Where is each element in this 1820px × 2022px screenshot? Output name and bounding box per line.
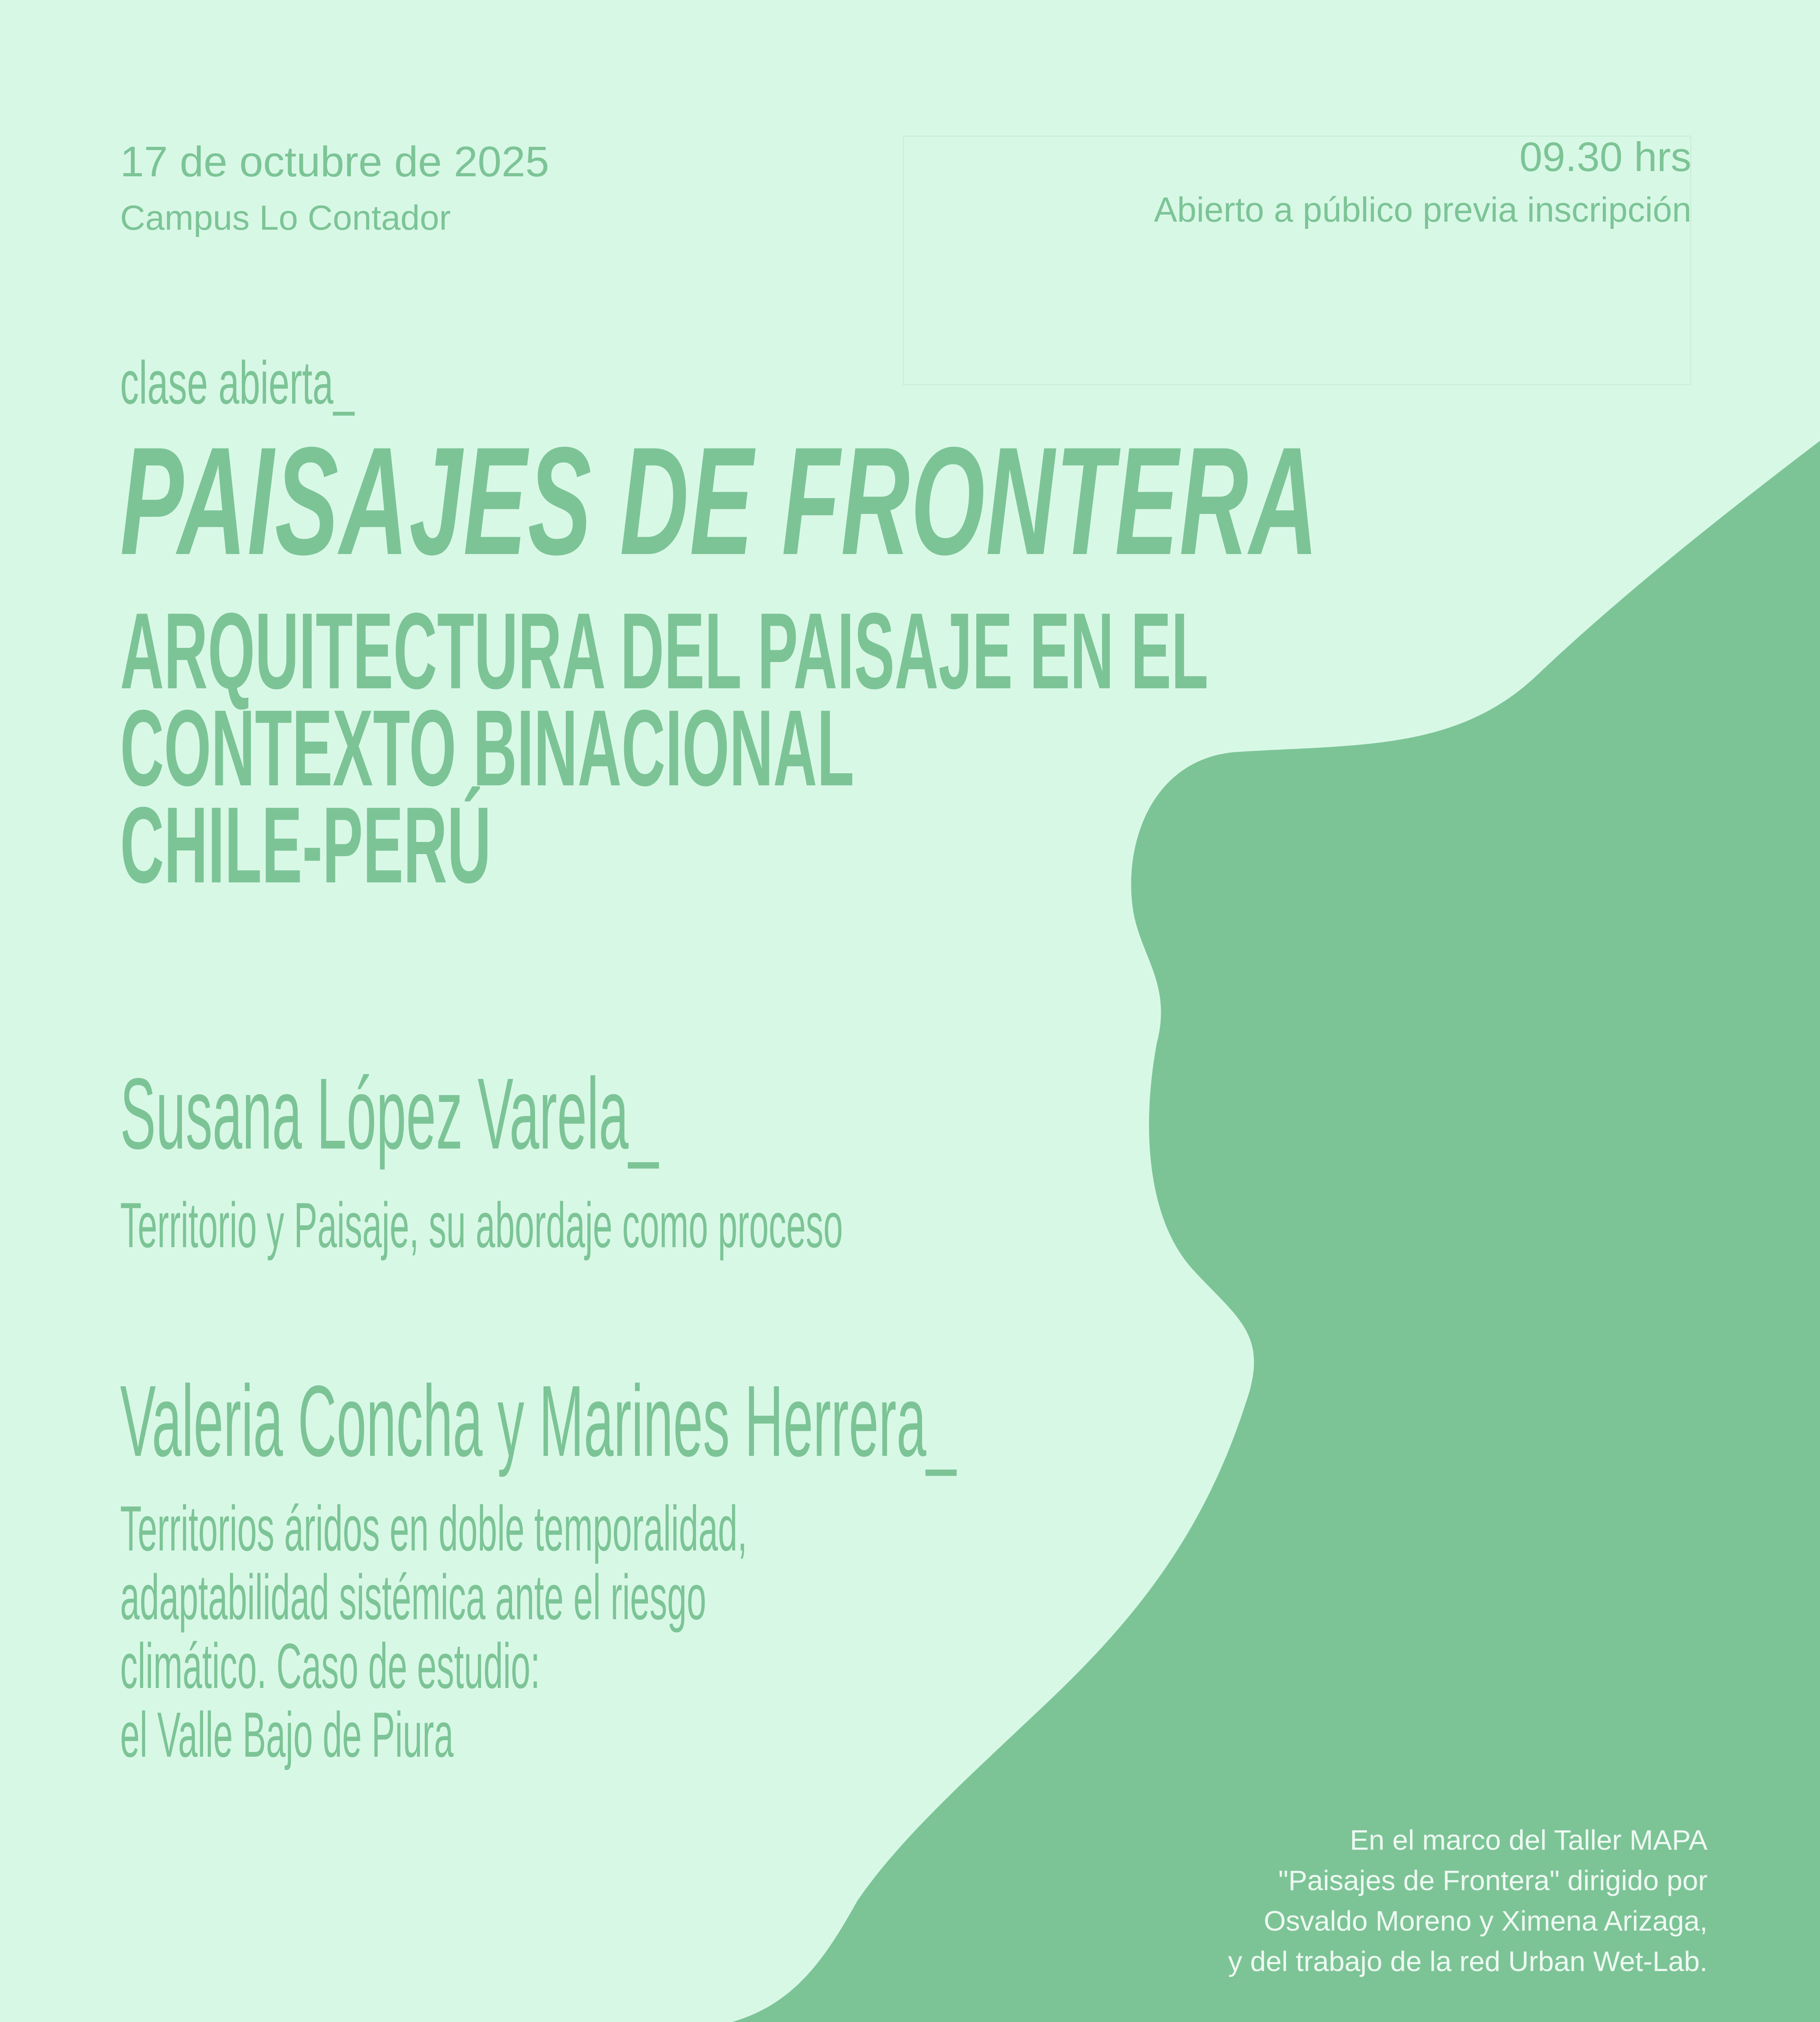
access-note: Abierto a público previa inscripción — [1154, 190, 1691, 229]
event-kicker: clase abierta_ — [120, 349, 355, 417]
speaker-name: Valeria Concha y Marines Herrera_ — [120, 1364, 956, 1477]
event-subtitle-line: ARQUITECTURA DEL PAISAJE EN EL — [120, 590, 1208, 711]
event-venue: Campus Lo Contador — [120, 199, 451, 237]
event-title: PAISAJES DE FRONTERA — [120, 415, 1319, 587]
credits-note-line: y del trabajo de la red Urban Wet-Lab. — [1228, 1946, 1708, 1977]
speaker-name: Susana López Varela_ — [120, 1057, 658, 1170]
credits-note-line: En el marco del Taller MAPA — [1350, 1824, 1708, 1856]
event-subtitle-line: CONTEXTO BINACIONAL — [120, 687, 854, 808]
event-subtitle-line: CHILE-PERÚ — [120, 784, 491, 905]
talk-title-line: el Valle Bajo de Piura — [120, 1699, 454, 1770]
credits-note-line: Osvaldo Moreno y Ximena Arizaga, — [1263, 1905, 1708, 1937]
credits-note-line: "Paisajes de Frontera" dirigido por — [1278, 1865, 1708, 1896]
talk-title-line: climático. Caso de estudio: — [120, 1631, 540, 1702]
talk-title-line: Territorios áridos en doble temporalidad, — [120, 1493, 747, 1564]
talk-title: Territorio y Paisaje, su abordaje como proceso — [120, 1190, 843, 1261]
talk-title-line: adaptabilidad sistémica ante el riesgo — [120, 1562, 707, 1633]
event-date: 17 de octubre de 2025 — [120, 138, 549, 186]
event-time: 09.30 hrs — [1519, 134, 1691, 180]
